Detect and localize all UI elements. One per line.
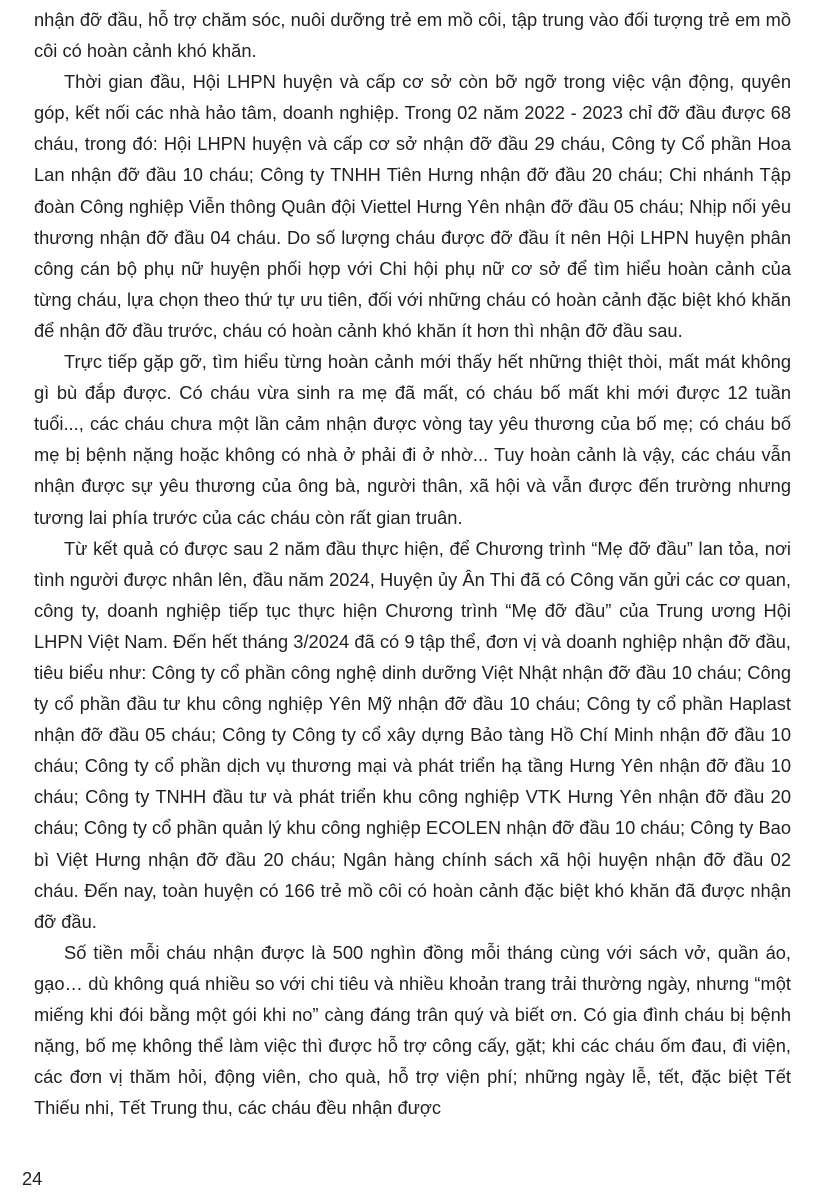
page-number: 24 (22, 1168, 43, 1189)
paragraph-initial-difficulties: Thời gian đầu, Hội LHPN huyện và cấp cơ sở còn bỡ ngỡ trong việc vận động, quyên góp, kết nối các nhà hảo tâm, doanh nghiệp. Trong 02 năm 2022 - 2023 chỉ đỡ đầu được 68 cháu, trong đó: Hội LHPN huyện và cấp cơ sở nhận đỡ đầu 29 cháu, Công ty Cổ phần Hoa Lan nhận đỡ đầu 10 cháu; Công ty TNHH Tiên Hưng nhận đỡ đầu 20 cháu; Chi nhánh Tập đoàn Công nghiệp Viễn thông Quân đội Viettel Hưng Yên nhận đỡ đầu 05 cháu; Nhịp nối yêu thương nhận đỡ đầu 04 cháu. Do số lượng cháu được đỡ đầu ít nên Hội LHPN huyện phân công cán bộ phụ nữ huyện phối hợp với Chi hội phụ nữ cơ sở để tìm hiểu hoàn cảnh của từng cháu, lựa chọn theo thứ tự ưu tiên, đối với những cháu có hoàn cảnh đặc biệt khó khăn để nhận đỡ đầu trước, cháu có hoàn cảnh khó khăn ít hơn thì nhận đỡ đầu sau. (34, 71, 791, 341)
paragraph-program-expansion: Từ kết quả có được sau 2 năm đầu thực hiện, để Chương trình “Mẹ đỡ đầu” lan tỏa, nơi tình người được nhân lên, đầu năm 2024, Huyện ủy Ân Thi đã có Công văn gửi các cơ quan, công ty, doanh nghiệp tiếp tục thực hiện Chương trình “Mẹ đỡ đầu” của Trung ương Hội LHPN Việt Nam. Đến hết tháng 3/2024 đã có 9 tập thể, đơn vị và doanh nghiệp nhận đỡ đầu, tiêu biểu như: Công ty cổ phần công nghệ dinh dưỡng Việt Nhật nhận đỡ đầu 10 cháu; Công ty cổ phần đầu tư khu công nghiệp Yên Mỹ nhận đỡ đầu 10 cháu; Công ty cổ phần Haplast nhận đỡ đầu 05 cháu; Công ty Công ty cổ xây dựng Bảo tàng Hồ Chí Minh nhận đỡ đầu 10 cháu; Công ty cổ phần dịch vụ thương mại và phát triển hạ tầng Hưng Yên nhận đỡ đầu 10 cháu; Công ty TNHH đầu tư và phát triển khu công nghiệp VTK Hưng Yên nhận đỡ đầu 20 cháu; Công ty cổ phần quản lý khu công nghiệp ECOLEN nhận đỡ đầu 10 cháu; Công ty Bao bì Việt Hưng nhận đỡ đầu 20 cháu; Ngân hàng chính sách xã hội huyện nhận đỡ đầu 02 cháu. Đến nay, toàn huyện có 166 trẻ mồ côi có hoàn cảnh đặc biệt khó khăn đã được nhận đỡ đầu. (34, 537, 791, 932)
paragraph-children-circumstances: Trực tiếp gặp gỡ, tìm hiểu từng hoàn cảnh mới thấy hết những thiệt thòi, mất mát không gì bù đắp được. Có cháu vừa sinh ra mẹ đã mất, có cháu bố mất khi mới được 12 tuần tuổi..., các cháu chưa một lần cảm nhận được vòng tay yêu thương của bố mẹ; có cháu bố mẹ bị bệnh nặng hoặc không có nhà ở phải đi ở nhờ... Tuy hoàn cảnh là vậy, các cháu vẫn nhận được sự yêu thương của ông bà, người thân, xã hội và vẫn được đến trường nhưng tương lai phía trước của các cháu còn rất gian truân. (34, 351, 791, 528)
paragraph-continuation: nhận đỡ đầu, hỗ trợ chăm sóc, nuôi dưỡng trẻ em mồ côi, tập trung vào đối tượng trẻ em mồ côi có hoàn cảnh khó khăn. (34, 9, 791, 62)
document-body (34, 4, 791, 1123)
paragraph-monthly-support: Số tiền mỗi cháu nhận được là 500 nghìn đồng mỗi tháng cùng với sách vở, quần áo, gạo… dù không quá nhiều so với chi tiêu và nhiều khoản trang trải thường ngày, nhưng “một miếng khi đói bằng một gói khi no” càng đáng trân quý và biết ơn. Có gia đình cháu bị bệnh nặng, bố mẹ không thể làm việc thì được hỗ trợ công cấy, gặt; khi các cháu ốm đau, đi viện, các đơn vị thăm hỏi, động viên, cho quà, hỗ trợ viện phí; những ngày lễ, tết, đặc biệt Tết Thiếu nhi, Tết Trung thu, các cháu đều nhận được (34, 941, 791, 1119)
